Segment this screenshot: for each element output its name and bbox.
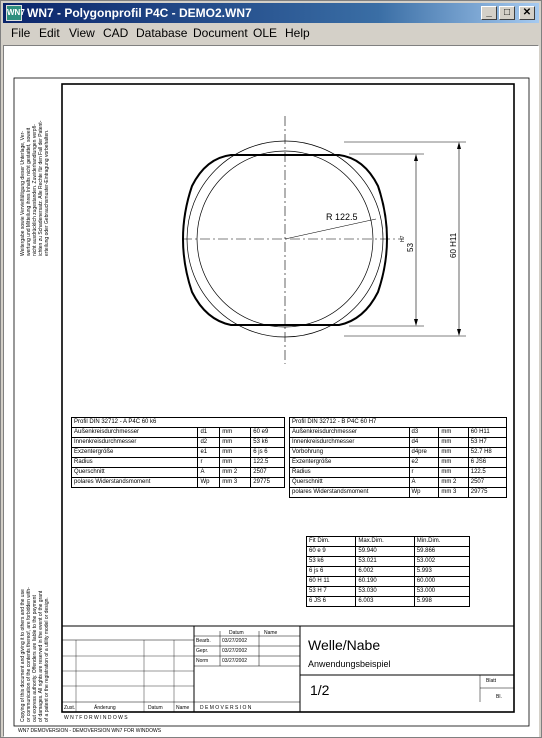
inner-border xyxy=(62,84,514,712)
dim-outer-label: 60 H11 xyxy=(449,232,458,258)
row-norm-date: 03/27/2002 xyxy=(222,658,248,664)
title-bar[interactable] xyxy=(3,3,539,23)
demo-label: D E M O V E R S I O N xyxy=(200,705,252,711)
col-name: Name xyxy=(264,630,278,636)
table-row: Außenkreisdurchmesser d1 mm 60 e9 xyxy=(72,428,285,438)
table-row: Außenkreisdurchmesser d3 mm 60 H11 xyxy=(290,428,507,438)
table-row: Radius r mm 122.5 xyxy=(72,458,285,468)
table-row: Querschnitt A mm 2 2507 xyxy=(290,478,507,488)
dim-inner-tol: H7 xyxy=(400,235,406,242)
row-norm-label: Norm xyxy=(196,658,209,664)
radius-label: R 122.5 xyxy=(326,212,358,222)
footer-line-2: WN7 DEMOVERSION - DEMOVERSION WN7 FOR WINDOWS xyxy=(18,728,162,734)
window-title: WN7 - Polygonprofil P4C - DEMO2.WN7 xyxy=(27,6,252,20)
menu-help[interactable]: Help xyxy=(285,26,310,40)
profile-table-b xyxy=(289,417,507,498)
blatt-label: Blatt xyxy=(486,678,497,684)
drawing-canvas[interactable]: R 122.5 53 H7 60 H11 Weitergabe sowie Vervielfältigung dieser Unterlage, Ver- wertung und Mitteilung ihres Inhalts nicht gestattet, soweit nicht ausdrücklich zugestanden. Zuwiderhandlungen verpfl- ichten zu Schadenersatz. Alle Rechte für den Fall der Patent- erteilung oder Gebrauchsmuster-Eintragung vorbehalten. Copying of this document and giving it to others and the use or communication of the contents thereof, are forbidden with- out express authority. Offenders are liable to the payment of damages. All rights are reserved in the event of the grant of a patent or the registration of a utility model or design. Profil DIN 32712 - A P4C 60 k6 Außenkreisdurchmesser d1 mm 60 e9 Innenkreisdurchmesser d2 mm 53 k6 Exzentergröße e1 mm 6 js 6 Radius r mm 122.5 Querschnitt A mm 2 2507 polares Widerstandsmoment Wp mm 3 29775 Profil DIN 32712 - B P4C 60 H7 Außenkreisdurchmesser d3 mm 60 H11 Innenkreisdurchmesser d4 mm 53 H7 Vorbohrung d4pre mm 52.7 H8 Exzentergröße e2 mm 6 JS6 Radius r mm 122.5 Querschnitt A mm 2 2507 polares Widerstandsmoment Wp mm 3 29775 Fit Dim. Max.Dim. Min.Dim. 60 e 9 59.940 59.866 53 k6 53.021 53.002 6 js 6 6.002 5.993 60 H 11 60.190 60.000 53 H 7 53.030 53.000 6 JS 6 6.003 5.998 Datum Name Bearb. 03/27/2002 Gepr. 03/27/2002 Norm 03/27/2002 Welle/Nabe Anwendungsbeispiel 1/2 Blatt Bl. Zust. Änderung Datum Name D E M O V E R S I O N W N 7 F O R W I N D O W S WN7 DEMOVERSION - DEMOVERSION WN7 FOR WINDOWS xyxy=(3,45,539,737)
bl-label: Bl. xyxy=(496,694,502,700)
sheet-number: 1/2 xyxy=(310,682,330,698)
table-row: Exzentergröße e1 mm 6 js 6 xyxy=(72,448,285,458)
table-row: Innenkreisdurchmesser d4 mm 53 H7 xyxy=(290,438,507,448)
table-row: 53 k6 53.021 53.002 xyxy=(307,557,470,567)
menu-view[interactable]: View xyxy=(69,26,95,40)
drawing-title: Welle/Nabe xyxy=(308,637,381,653)
app-icon[interactable]: WN7 xyxy=(6,5,22,21)
menu-ole[interactable]: OLE xyxy=(253,26,278,40)
table-a-title: Profil DIN 32712 - A P4C 60 k6 xyxy=(72,418,285,428)
menu-file[interactable]: File xyxy=(11,26,31,40)
menu-bar xyxy=(3,24,539,42)
table-b-title: Profil DIN 32712 - B P4C 60 H7 xyxy=(290,418,507,428)
table-row: 6 JS 6 6.003 5.998 xyxy=(307,597,470,607)
row-bearb-label: Bearb. xyxy=(196,638,211,644)
table-row: 53 H 7 53.030 53.000 xyxy=(307,587,470,597)
menu-document[interactable]: Document xyxy=(193,26,248,40)
row-bearb-date: 03/27/2002 xyxy=(222,638,248,644)
drawing-subtitle: Anwendungsbeispiel xyxy=(308,659,391,669)
minimize-button[interactable]: _ xyxy=(481,6,497,20)
radius-leader xyxy=(285,219,376,239)
maximize-button[interactable]: □ xyxy=(499,6,515,20)
dim-inner-label: 53 xyxy=(406,243,415,252)
footer-line-1: W N 7 F O R W I N D O W S xyxy=(64,715,128,721)
table-row: Innenkreisdurchmesser d2 mm 53 k6 xyxy=(72,438,285,448)
fit-table: Fit Dim. Max.Dim. Min.Dim. 60 e 9 59.940 59.866 53 k6 53.021 53.002 6 js 6 6.002 5.993 60 H 11 60.190 60.000 53 H 7 53.030 53.000 6 JS 6 6.003 5.998 xyxy=(306,536,470,607)
datum2-label: Datum xyxy=(148,705,163,711)
table-row: 60 H 11 60.190 60.000 xyxy=(307,577,470,587)
table-row: polares Widerstandsmoment Wp mm 3 29775 xyxy=(72,478,285,488)
aenderung-label: Änderung xyxy=(94,705,116,711)
table-row: Querschnitt A mm 2 2507 xyxy=(72,468,285,478)
close-button[interactable]: ✕ xyxy=(519,6,535,20)
table-row: Radius r mm 122.5 xyxy=(290,468,507,478)
row-gepr-label: Gepr. xyxy=(196,648,209,654)
table-row: 60 e 9 59.940 59.866 xyxy=(307,547,470,557)
table-row: 6 js 6 6.002 5.993 xyxy=(307,567,470,577)
menu-edit[interactable]: Edit xyxy=(39,26,60,40)
col-datum: Datum xyxy=(229,630,244,636)
table-row: Vorbohrung d4pre mm 52.7 H8 xyxy=(290,448,507,458)
name2-label: Name xyxy=(176,705,190,711)
table-row: Exzentergröße e2 mm 6 JS6 xyxy=(290,458,507,468)
menu-database[interactable]: Database xyxy=(136,26,188,40)
table-row: polares Widerstandsmoment Wp mm 3 29775 xyxy=(290,488,507,498)
outer-border xyxy=(14,78,529,726)
menu-cad[interactable]: CAD xyxy=(103,26,129,40)
profile-table-a xyxy=(71,417,285,488)
row-gepr-date: 03/27/2002 xyxy=(222,648,248,654)
zust-label: Zust. xyxy=(64,705,76,711)
